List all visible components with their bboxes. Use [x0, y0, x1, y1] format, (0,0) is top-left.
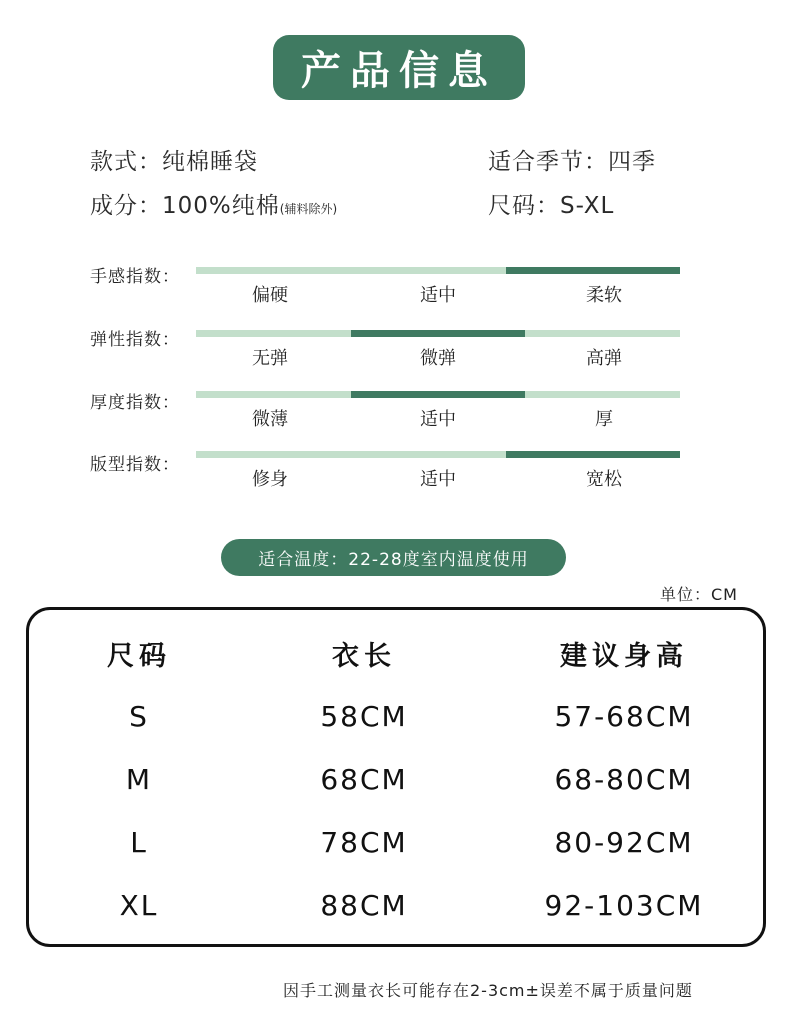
thickness-bar — [196, 391, 680, 398]
size-range-info — [488, 187, 614, 220]
composition-label: 成分： — [90, 193, 162, 219]
elasticity-bar — [196, 330, 680, 337]
season-value: 四季 — [608, 149, 656, 175]
thickness-option: 微薄 — [252, 409, 288, 430]
season-info — [488, 143, 656, 176]
thickness-option: 适中 — [420, 409, 456, 430]
composition-info — [90, 187, 337, 220]
unit-label: 单位：CM — [660, 585, 738, 604]
size-cell: M — [125, 763, 153, 796]
composition-note: (辅料除外) — [279, 202, 338, 216]
fit-bar — [196, 451, 680, 458]
thickness-indicator — [351, 391, 525, 398]
fit-option: 宽松 — [586, 469, 622, 490]
size-cell: S — [129, 700, 149, 733]
length-cell: 58CM — [320, 700, 408, 733]
height-cell: 57-68CM — [554, 700, 694, 733]
elasticity-label: 弹性指数： — [90, 330, 180, 350]
size-value: S-XL — [560, 193, 615, 219]
measurement-disclaimer: 因手工测量衣长可能存在2-3cm±误差不属于质量问题 — [283, 981, 693, 1000]
size-cell: L — [130, 826, 148, 859]
elasticity-indicator — [351, 330, 525, 337]
elasticity-option: 无弹 — [252, 348, 288, 369]
hand-feel-indicator — [506, 267, 680, 274]
thickness-label: 厚度指数： — [90, 393, 180, 413]
fit-option: 修身 — [252, 469, 288, 490]
size-header: 尺码 — [107, 641, 171, 672]
height-header: 建议身高 — [560, 641, 688, 672]
temperature-badge: 适合温度：22-28度室内温度使用 — [221, 539, 566, 576]
length-header: 衣长 — [332, 641, 396, 672]
hand-feel-option: 偏硬 — [252, 285, 288, 306]
fit-indicator — [506, 451, 680, 458]
style-value: 纯棉睡袋 — [162, 149, 258, 175]
height-cell: 68-80CM — [554, 763, 694, 796]
fit-label: 版型指数： — [90, 455, 180, 475]
page-title: 产品信息 — [273, 35, 525, 100]
hand-feel-option: 柔软 — [586, 285, 622, 306]
length-cell: 68CM — [320, 763, 408, 796]
size-table — [26, 607, 766, 947]
height-cell: 92-103CM — [544, 889, 704, 922]
size-cell: XL — [119, 889, 159, 922]
style-info — [90, 143, 258, 176]
hand-feel-option: 适中 — [420, 285, 456, 306]
length-cell: 78CM — [320, 826, 408, 859]
size-label: 尺码： — [488, 193, 560, 219]
thickness-option: 厚 — [595, 409, 613, 430]
elasticity-option: 微弹 — [420, 348, 456, 369]
length-cell: 88CM — [320, 889, 408, 922]
height-cell: 80-92CM — [554, 826, 694, 859]
hand-feel-bar — [196, 267, 680, 274]
fit-option: 适中 — [420, 469, 456, 490]
elasticity-option: 高弹 — [586, 348, 622, 369]
hand-feel-label: 手感指数： — [90, 267, 180, 287]
season-label: 适合季节： — [488, 149, 608, 175]
style-label: 款式： — [90, 149, 162, 175]
composition-value: 100%纯棉 — [162, 193, 280, 219]
